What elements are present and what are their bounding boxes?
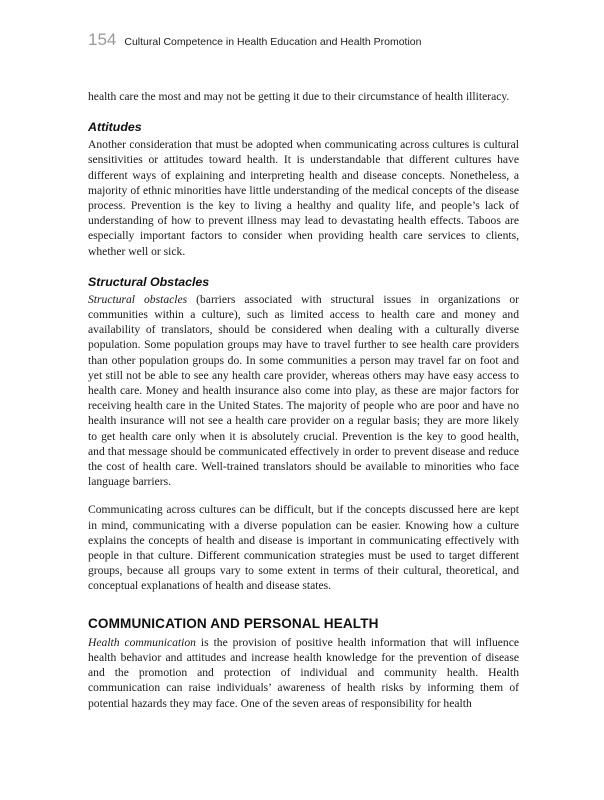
running-title: Cultural Competence in Health Education and Health Promotion xyxy=(124,36,422,48)
communicating-paragraph: Communicating across cultures can be difficult, but if the concepts discussed here are kept in mind, communicating with a diverse population can be easier. Knowing how a culture explains the concepts of health and disease is important in communicating effectively with people in that culture. Different communication strategies must be used to target different groups, because all groups vary to some extent in terms of their cultural, theoretical, and conceptual explanations of health and disease states. xyxy=(88,503,519,593)
health-communication-paragraph xyxy=(88,635,519,711)
attitudes-heading: Attitudes xyxy=(88,120,142,135)
structural-obstacles-paragraph xyxy=(88,292,519,490)
intro-paragraph: health care the most and may not be getting it due to their circumstance of health illiteracy. xyxy=(88,90,510,103)
section-heading: COMMUNICATION AND PERSONAL HEALTH xyxy=(88,615,379,631)
structural-obstacles-text: (barriers associated with structural issues in organizations or communities within a culture), such as limited access to health care and money and availability of translators, should be considered when dealing with a culturally diverse population. Some population groups may have to travel further to see health care providers than other population groups do. In some communities a person may travel far on foot and yet still not be able to see any health care provider, whereas others may have easy access to health care. Money and health insurance also come into play, as these are major factors for receiving health care in the United States. The majority of people who are poor and have no health insurance will not see a health care provider on a regular basis; they are more likely to get health care only when it is absolutely crucial. Prevention is the key to good health, and that message should be communicated effectively in order to prevent disease and reduce the cost of health care. Well-trained translators should be available to minorities who face language barriers. xyxy=(88,292,519,489)
health-communication-text: is the provision of positive health information that will influence health behavior and attitudes and increase health knowledge for the prevention of disease and the promotion and protection of individual and community health. Health communication can raise individuals’ awareness of health risks by informing them of potential hazards they may face. One of the seven areas of responsibility for health xyxy=(88,635,520,710)
running-head xyxy=(88,30,421,50)
structural-obstacles-term: Structural obstacles xyxy=(88,292,188,306)
page-number: 154 xyxy=(88,30,117,49)
page-body xyxy=(88,89,519,711)
structural-obstacles-heading: Structural Obstacles xyxy=(88,274,210,289)
attitudes-paragraph: Another consideration that must be adopted when communicating across cultures is cultural sensitivities or attitudes toward health. It is understandable that different cultures have different ways of explaining and interpreting health and disease concepts. Nonetheless, a majority of ethnic minorities have little understanding of the medical concepts of the disease process. Prevention is the key to living a healthy and quality life, and people’s lack of understanding of how to prevent illness may lead to devastating health effects. Taboos are especially important factors to consider when providing health care services to clients, whether well or sick. xyxy=(88,138,519,258)
health-communication-term: Health communication xyxy=(88,635,196,649)
